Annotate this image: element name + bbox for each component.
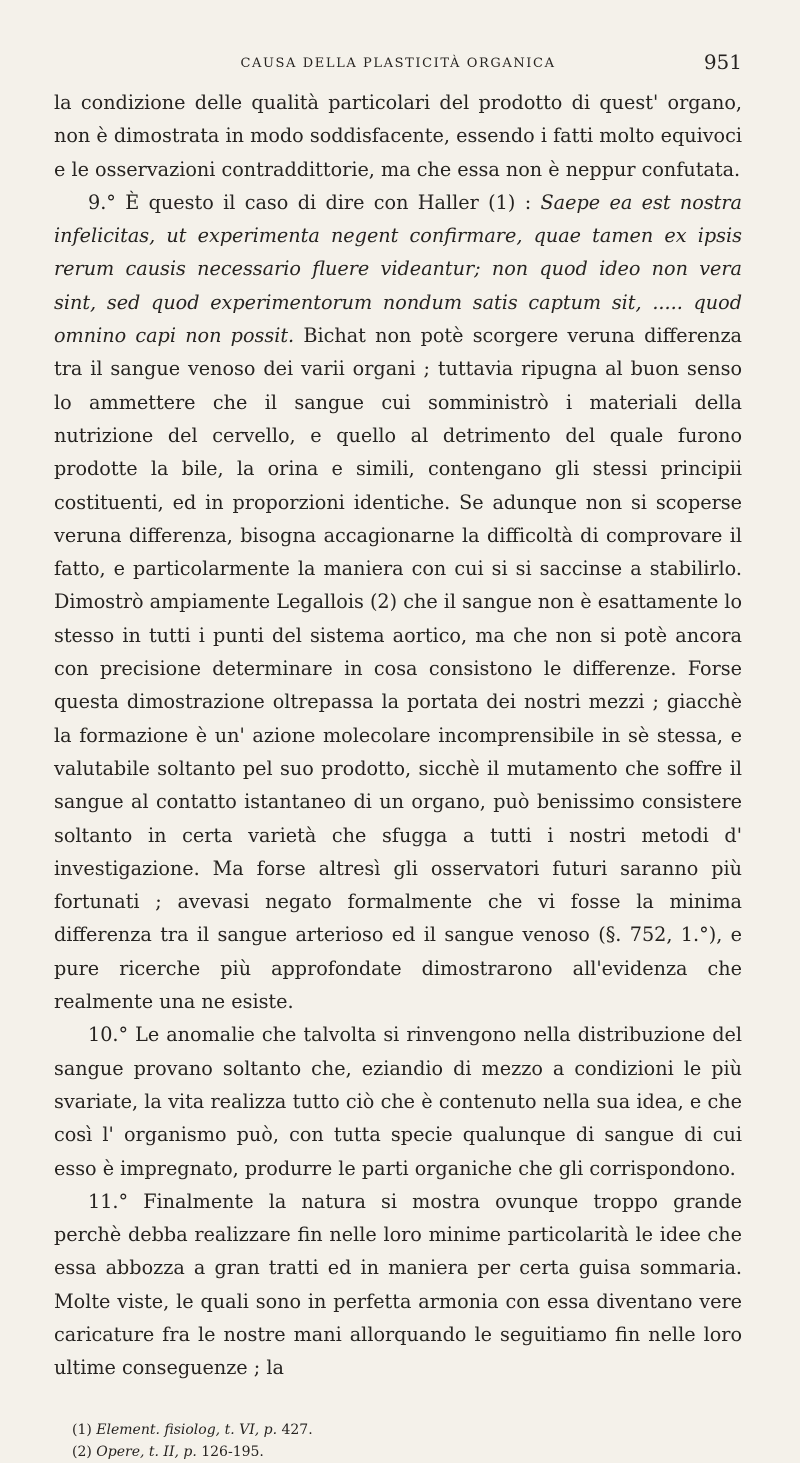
running-head: CAUSA DELLA PLASTICITÀ ORGANICA (240, 56, 556, 71)
paragraph-11: 11.° Finalmente la natura si mostra ovunque troppo grande perchè debba realizzare fin nelle loro minime particolarità le idee che essa abbozza a gran tratti ed in maniera per certa guisa sommaria. Molte viste, le quali sono in perfetta armonia con essa diventano vere caricature fra le nostre mani allorquando le seguitiamo fin nelle loro ultime conseguenze ; la (54, 1189, 742, 1380)
paragraph-9 (54, 186, 742, 1018)
footnote-2 (72, 1441, 742, 1463)
footnote-1-marker: (1) (72, 1421, 97, 1438)
paragraph-continuation: la condizione delle qualità particolari del prodotto di quest' organo, non è dimostrata in modo soddisfacente, essendo i fatti molto equivoci e le osservazioni contraddittorie, ma che essa non è neppur confutata. (54, 91, 742, 181)
footnote-1-page: 427. (277, 1421, 313, 1438)
footnote-2-page: 126-195. (196, 1443, 264, 1460)
page-header (54, 44, 742, 86)
footnote-1 (72, 1419, 742, 1441)
footnote-2-title: Opere, t. II, p. (96, 1443, 197, 1460)
paragraph-9-intro: 9.° È questo il caso di dire con Haller (1) : (88, 190, 541, 214)
paragraph-10: 10.° Le anomalie che talvolta si rinvengono nella distribuzione del sangue provano soltanto che, eziandio di mezzo a condizioni le più svariate, la vita realizza tutto ciò che è contenuto nella sua idea, e che così l' organismo può, con tutta specie qualunque di sangue di cui esso è impregnato, produrre le parti organiche che gli corrispondono. (54, 1023, 742, 1180)
paragraph-9-body: Bichat non potè scorgere veruna differenza tra il sangue venoso dei varii organi ; tuttavia ripugna al buon senso lo ammettere che il sangue cui somministrò i materiali della nutrizione del cervello, e quello al detrimento del quale furono prodotte la bile, la orina e simili, contengano gli stessi principii costituenti, ed in proporzioni identiche. Se adunque non si scoperse veruna differenza, bisogna accagionarne la difficoltà di comprovare il fatto, e particolarmente la maniera con cui si si saccinse a stabilirlo. Dimostrò ampiamente Legallois (2) che il sangue non è esattamente lo stesso in tutti i punti del sistema aortico, ma che non si potè ancora con precisione determinare in cosa consistono le differenze. Forse questa dimostrazione oltrepassa la portata dei nostri mezzi ; giacchè la formazione è un' azione molecolare incomprensibile in sè stessa, e valutabile soltanto pel suo prodotto, sicchè il mutamento che soffre il sangue al contatto istantaneo di un organo, può benissimo consistere soltanto in certa varietà che sfugga a tutti i nostri metodi d' investigazione. Ma forse altresì gli osservatori futuri saranno più fortunati ; avevasi negato formalmente che vi fosse la minima differenza tra il sangue arterioso ed il sangue venoso (§. 752, 1.°), e pure ricerche più approfondate dimostrarono all'evidenza che realmente una ne esiste. (54, 324, 742, 1014)
footnotes (54, 1419, 742, 1463)
body-text (54, 86, 742, 1385)
footnote-1-title: Element. fisiolog, t. VI, p. (96, 1421, 278, 1438)
page-number: 951 (703, 50, 742, 74)
footnote-2-marker: (2) (72, 1443, 97, 1460)
haller-latin-quote: Saepe ea est nostra infelicitas, ut experimenta negent confirmare, quae tamen ex ipsis rerum causis necessario fluere videantur; non quod ideo non vera sint, sed quod experimentorum nondum satis captum sit, ..... quod omnino capi non possit. (54, 190, 742, 348)
